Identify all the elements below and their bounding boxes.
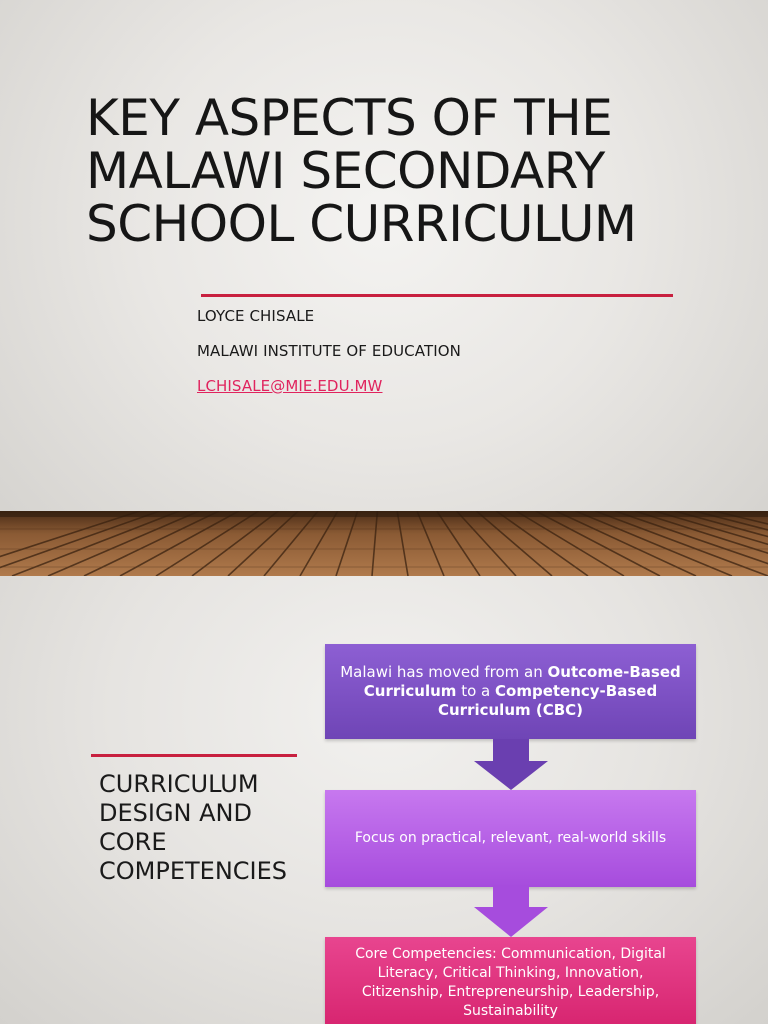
organization-name: MALAWI INSTITUTE OF EDUCATION	[197, 342, 461, 360]
section-title	[99, 770, 319, 886]
slide-title-line: KEY ASPECTS OF THE	[86, 89, 613, 147]
flow-text-run: Core Competencies: Communication, Digital Literacy, Critical Thinking, Innovation, Citizenship, Entrepreneurship, Leadership, Sustainability	[355, 946, 666, 1019]
down-arrow-icon	[474, 739, 548, 790]
slide-title	[86, 89, 726, 253]
wood-floor-image	[0, 511, 768, 576]
slide-title-line: MALAWI SECONDARY	[86, 142, 605, 200]
title-divider	[201, 294, 673, 297]
author-name: LOYCE CHISALE	[197, 307, 315, 325]
section-title-line: CORE	[99, 828, 167, 856]
curriculum-slide	[0, 576, 768, 1024]
section-title-line: DESIGN AND	[99, 799, 252, 827]
flow-box-text	[339, 663, 682, 720]
flow-box-text	[355, 829, 666, 848]
flow-text-run: Focus on practical, relevant, real-world skills	[354, 830, 667, 846]
email-link[interactable]: LCHISALE@MIE.EDU.MW	[197, 377, 383, 395]
flow-text-bold: Outcome-Based Curriculum	[363, 663, 681, 700]
flow-text-bold: Competency-Based Curriculum (CBC)	[437, 682, 658, 719]
section-title-line: COMPETENCIES	[99, 857, 288, 885]
flow-text-run: Malawi has moved from an	[340, 663, 548, 681]
flow-box-core-competencies	[325, 937, 696, 1024]
down-arrow-icon	[474, 887, 548, 937]
slide-title-line: SCHOOL CURRICULUM	[86, 195, 637, 253]
flow-box-curriculum-shift	[325, 644, 696, 739]
section-divider	[91, 754, 297, 757]
flow-box-text	[339, 945, 682, 1021]
flow-box-practical-skills	[325, 790, 696, 887]
flow-text-run: to a	[456, 682, 496, 700]
section-title-line: CURRICULUM	[99, 770, 259, 798]
